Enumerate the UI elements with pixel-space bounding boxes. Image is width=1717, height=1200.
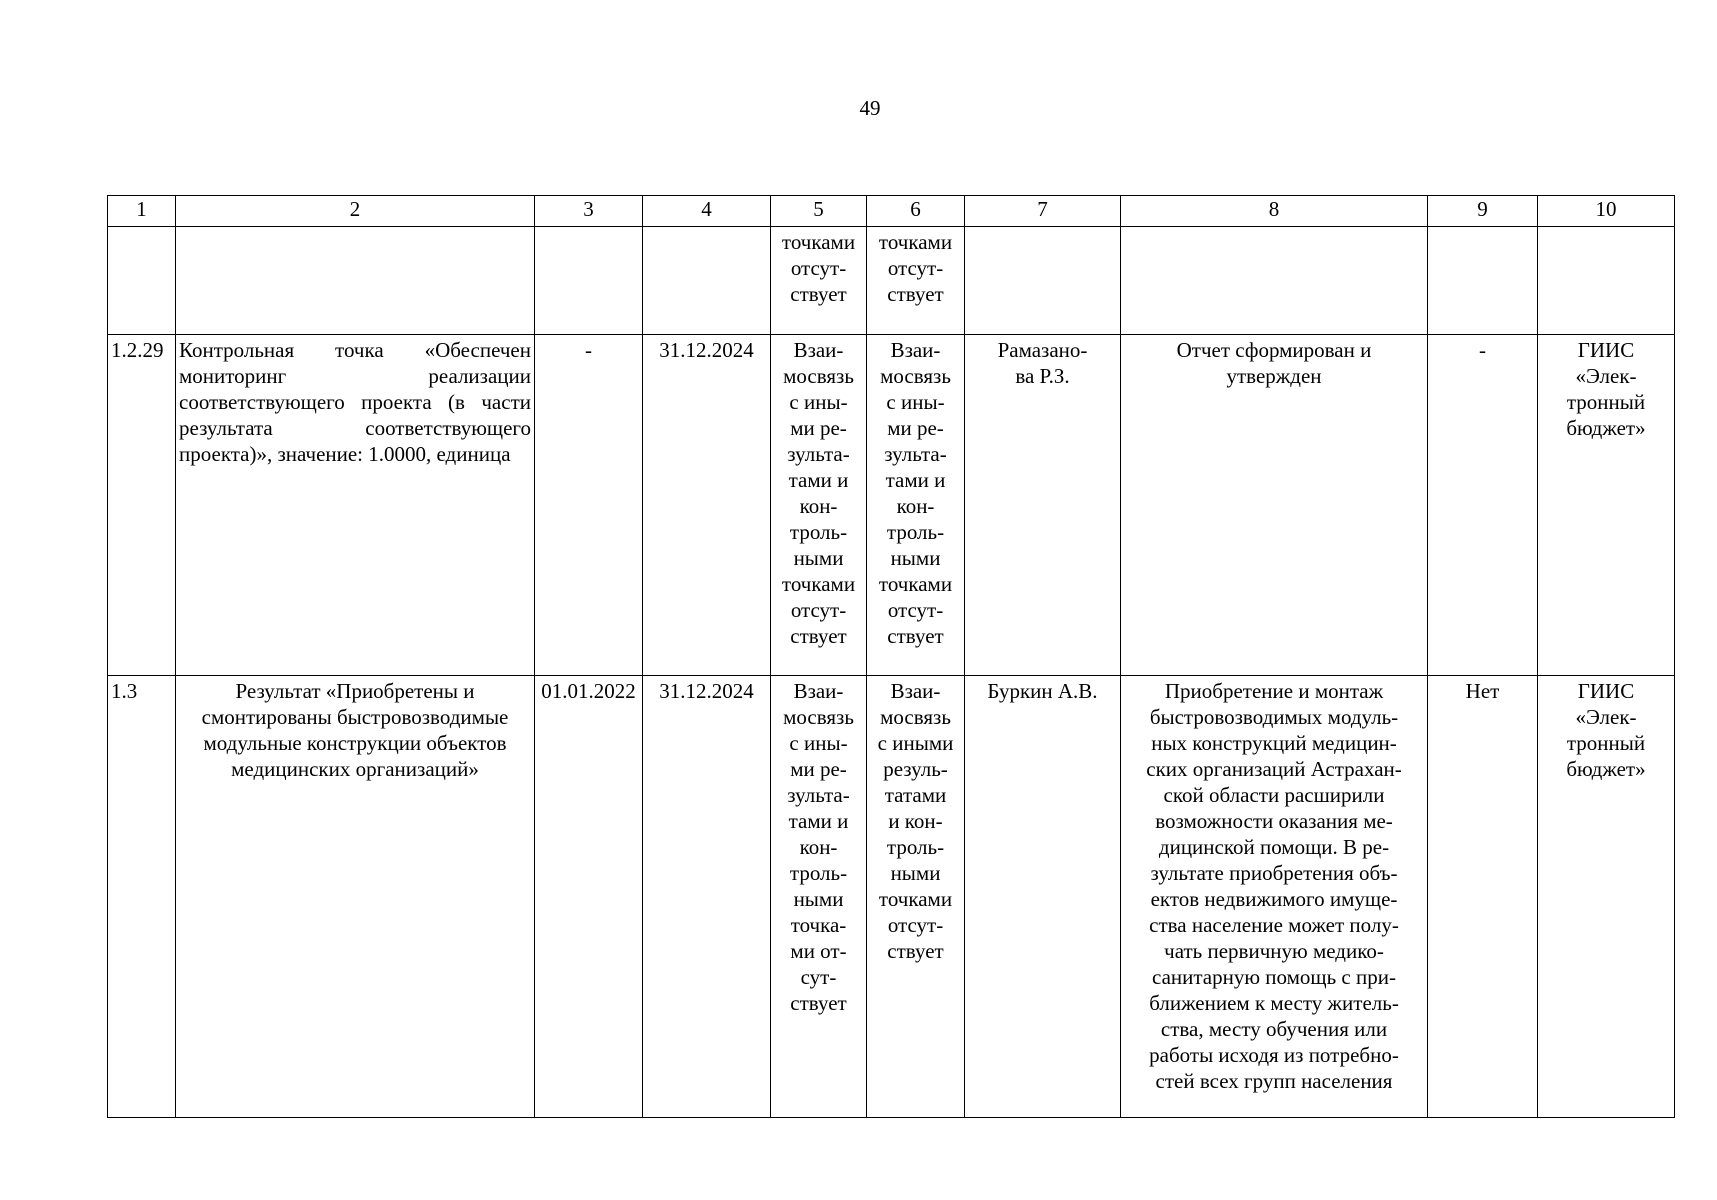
row-title: Контрольная точка «Обеспечен мониторинг реализации соответствующего проекта (в части результата соответствующего проекта)», значение: 1.0000, единица xyxy=(176,335,535,676)
row-col9: - xyxy=(1428,335,1538,676)
row-col10: ГИИС «Элек- тронный бюджет» xyxy=(1538,676,1675,1118)
row-number: 1.2.29 xyxy=(108,335,176,676)
row-responsible: Буркин А.В. xyxy=(965,676,1121,1118)
row-title xyxy=(176,227,535,335)
table-row xyxy=(108,335,1675,676)
row-end-date: 31.12.2024 xyxy=(643,676,771,1118)
header-cell: 8 xyxy=(1121,196,1428,227)
row-start-date xyxy=(535,227,643,335)
header-cell: 10 xyxy=(1538,196,1675,227)
row-col10 xyxy=(1538,227,1675,335)
row-number xyxy=(108,227,176,335)
row-col6: Взаи- мосвязь с иными резуль- татами и кон- троль- ными точками отсут- ствует xyxy=(867,676,965,1118)
row-responsible xyxy=(965,227,1121,335)
header-row xyxy=(108,196,1675,227)
row-description: Отчет сформирован и утвержден xyxy=(1121,335,1428,676)
row-col5: Взаи- мосвязь с ины- ми ре- зульта- тами и кон- троль- ными точками отсут- ствует xyxy=(771,335,867,676)
row-col6: точками отсут- ствует xyxy=(867,227,965,335)
row-col5: Взаи- мосвязь с ины- ми ре- зульта- тами и кон- троль- ными точка- ми от- сут- ствует xyxy=(771,676,867,1118)
header-cell: 2 xyxy=(176,196,535,227)
row-start-date: - xyxy=(535,335,643,676)
table-row xyxy=(108,676,1675,1118)
row-number: 1.3 xyxy=(108,676,176,1118)
row-col9: Нет xyxy=(1428,676,1538,1118)
header-cell: 7 xyxy=(965,196,1121,227)
row-description xyxy=(1121,227,1428,335)
page-number: 49 xyxy=(859,96,881,120)
row-description: Приобретение и монтаж быстровозводимых модуль- ных конструкций медицин- ских организаций Астрахан- ской области расширили возможности оказания ме- дицинской помощи. В ре- зультате приобретения объ- ектов недвижимого имуще- ства население может полу- чать первичную медико- санитарную помощь с при- ближением к месту житель- ства, месту обучения или работы исходя из потребно- стей всех групп населения xyxy=(1121,676,1428,1118)
header-cell: 6 xyxy=(867,196,965,227)
row-responsible: Рамазано- ва Р.З. xyxy=(965,335,1121,676)
row-end-date xyxy=(643,227,771,335)
header-cell: 5 xyxy=(771,196,867,227)
row-col9 xyxy=(1428,227,1538,335)
header-cell: 3 xyxy=(535,196,643,227)
row-col5: точками отсут- ствует xyxy=(771,227,867,335)
row-start-date: 01.01.2022 xyxy=(535,676,643,1118)
header-cell: 4 xyxy=(643,196,771,227)
row-title: Результат «Приобретены и смонтированы быстровозводимые модульные конструкции объектов медицинских организаций» xyxy=(176,676,535,1118)
row-end-date: 31.12.2024 xyxy=(643,335,771,676)
results-table xyxy=(107,195,1675,1118)
header-cell: 1 xyxy=(108,196,176,227)
table-row xyxy=(108,227,1675,335)
row-col10: ГИИС «Элек- тронный бюджет» xyxy=(1538,335,1675,676)
row-col6: Взаи- мосвязь с ины- ми ре- зульта- тами и кон- троль- ными точками отсут- ствует xyxy=(867,335,965,676)
header-cell: 9 xyxy=(1428,196,1538,227)
